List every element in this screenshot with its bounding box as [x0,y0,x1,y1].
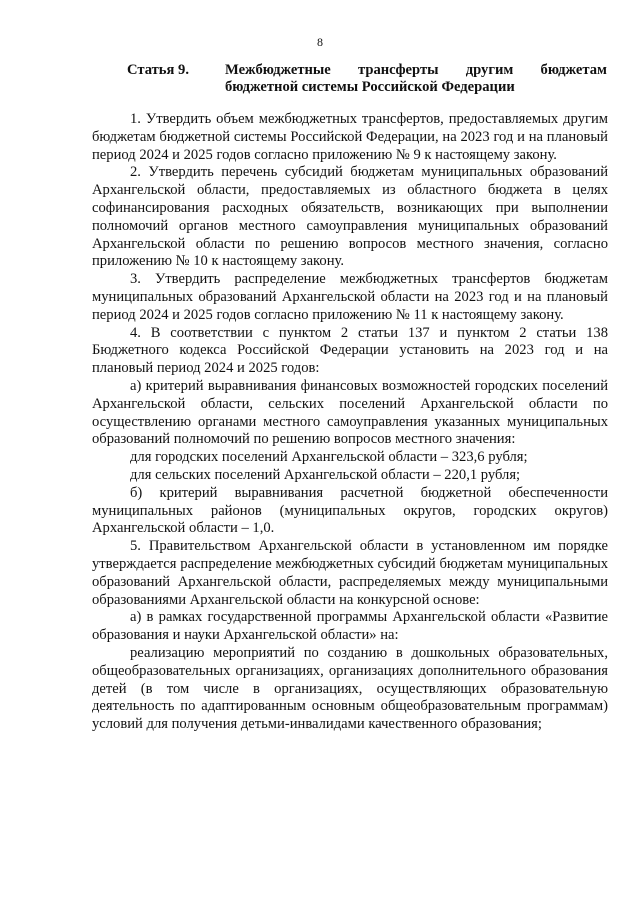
paragraph-4a-rural: для сельских поселений Архангельской области – 220,1 рубля; [130,466,521,483]
article-title [225,62,607,96]
paragraph-3: 3. Утвердить распределение межбюджетных трансфертов бюджетам муниципальных образований Архангельской области на 2023 год и на плановый период 2024 и 2025 годов согласно приложению № 11 к настоящему закону. [92,271,608,323]
paragraph-5a-item: реализацию мероприятий по созданию в дошкольных образовательных, общеобразовательных организациях, организациях дополнительного образования детей (в том числе в организациях, осуществляющих образовательную деятельность по адаптированным основным общеобразовательным программам) условий для получения детьми-инвалидами качественного образования; [92,644,608,733]
paragraph-4b: б) критерий выравнивания расчетной бюджетной обеспеченности муниципальных районов (муниципальных округов, городских округов) Архангельской области – 1,0. [92,484,608,537]
paragraph-4a: а) критерий выравнивания финансовых возможностей городских поселений Архангельской области, сельских поселений Архангельской области по осуществлению органами местного самоуправления указанных муниципальных образований полномочий по решению вопросов местного значения: [92,377,608,448]
article-title-line-2: бюджетной системы Российской Федерации [225,79,515,95]
article-body [92,111,608,734]
paragraph-5: 5. Правительством Архангельской области в установленном им порядке утверждается распределение межбюджетных субсидий бюджетам муниципальных образований Архангельской области, распределяемых между муниципальными образованиями Архангельской области на конкурсной основе: [92,538,608,608]
article-label: Статья 9. [127,62,189,78]
paragraph-1: 1. Утвердить объем межбюджетных трансфертов, предоставляемых другим бюджетам бюджетной системы Российской Федерации, на 2023 год и на плановый период 2024 и 2025 годов согласно приложению № 9 к настоящему закону. [92,111,608,163]
article-title-line-1: Межбюджетные трансферты другим бюджетам [225,62,607,78]
paragraph-2: 2. Утвердить перечень субсидий бюджетам муниципальных образований Архангельской области, предоставляемых из областного бюджета в целях софинансирования расходных обязательств, возникающих при выполнении полномочий органов местного самоуправления муниципальных образований Архангельской области по решению вопросов местного значения, согласно приложению № 10 к настоящему закону. [92,164,608,270]
article-heading [127,62,607,96]
paragraph-5a: а) в рамках государственной программы Архангельской области «Развитие образования и науки Архангельской области» на: [92,609,608,644]
paragraph-4a-urban: для городских поселений Архангельской области – 323,6 рубля; [130,449,528,466]
page-number: 8 [317,35,323,49]
paragraph-4: 4. В соответствии с пунктом 2 статьи 137 и пунктом 2 статьи 138 Бюджетного кодекса Российской Федерации установить на 2023 год и на плановый период 2024 и 2025 годов: [92,324,608,377]
